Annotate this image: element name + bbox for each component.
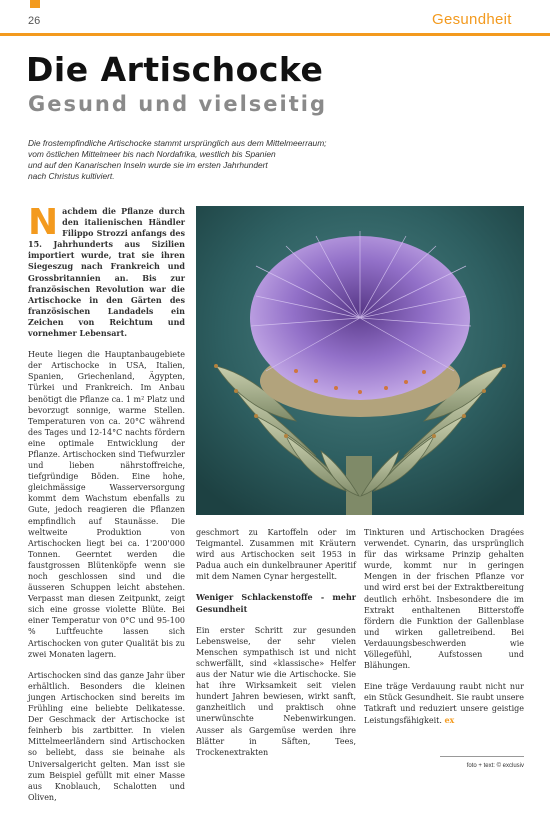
body-paragraph: Ein erster Schritt zur gesunden Lebensweise, der sehr vielen Menschen sympathisch ist und nicht schwerfällt, sind «klassische» Helfer aus der Natur wie die Artischocke. Sie hat ihre Wirksamkeit seit vielen hundert Jahren bewiesen, wirkt sanft, ganzheitlich und praktisch ohne unerwünschte Nebenwirkungen. Ausser als Gargemüse werden ihre Blätter in Säften, Tees, Trockenextrakten bbox=[196, 625, 356, 757]
drop-cap: N bbox=[28, 202, 59, 243]
lead-text: achdem die Pflanze durch den italienischen Händler Filippo Strozzi anfangs des 15. Jahrhunderts aus Sizilien importiert wurde, trat sie ihren Siegeszug nach Frankreich und Grossbritannien an. Bis zur französischen Revolution war die Artischocke in den Gärten des französischen Landadels ein Zeichen von Reichtum und vornehmer Lebensart. bbox=[28, 206, 185, 339]
intro-line: vom östlichen Mittelmeer bis nach Nordafrika, westlich bis Spanien bbox=[28, 149, 276, 159]
intro-line: nach Christus kultiviert. bbox=[28, 171, 115, 181]
header-rule bbox=[0, 33, 550, 36]
end-mark: ex bbox=[444, 714, 455, 725]
body-paragraph: Heute liegen die Hauptanbaugebiete der Artischocke in USA, Italien, Spanien, Griechenland, Ägypten, Türkei und Frankreich. Im Anbau benötigt die Pflanze ca. 1 m² Platz und bevorzugt sonnige, warme Stellen. Temperaturen von ca. 20°C während des Tages und 12-14°C nachts fördern eine optimale Entwicklung der Pflanze. Artischocken sind Tiefwurzler und lieben nährstoffreiche, tiefgründige Böden. Eine hohe, gleichmässige Wasserversorgung kommt dem Wachstum ebenfalls zu Gute, jedoch reagieren die Pflanzen empfindlich auf Staunässe. Die weltweite Produktion von Artischocken liegt bei ca. 1'200'000 Tonnen. Geerntet werden die faustgrossen Blütenköpfe wenn sie noch geschlossen sind und die äusseren Schuppen leicht abstehen. Verpasst man diesen Zeitpunkt, zeigt sich eine grosse violette Blüte. Bei einer Temperatur von 0°C und 95-100 % Luftfeuchte lassen sich Artischocken von guter Qualität bis zu zwei Monaten lagern. bbox=[28, 350, 185, 659]
body-paragraph: geschmort zu Kartoffeln oder im Teigmantel. Zusammen mit Kräutern wird aus Artischocken seit 1953 in Padua auch ein dunkelbrauner Aperitif mit dem Namen Cynar hergestellt. bbox=[196, 528, 356, 582]
closing-text: Eine träge Verdauung raubt nicht nur ein Stück Gesundheit. Sie raubt unsere Tatkraft und reduziert unsere geistige Leistungsfähigkeit. bbox=[364, 682, 524, 725]
body-paragraph: Tinkturen und Artischocken Dragées verwendet. Cynarin, das ursprünglich für das wirksame Prinzip gehalten wurde, kommt nur in geringen Mengen in der frischen Pflanze vor und wird erst bei der Extraktbereitung deutlich erhöht. Insbesondere die im Extrakt enthaltenen Bitterstoffe fördern die Funktion der Gallenblase und wirken galletreibend. Bei Verdauungsbeschwerden wie Völlegefühl, Aufstossen und Blähungen. bbox=[364, 528, 524, 671]
artichoke-illustration bbox=[196, 206, 524, 515]
body-paragraph bbox=[364, 681, 524, 725]
credit-rule bbox=[440, 756, 524, 757]
photo-credit: foto + text: © exclusiv bbox=[466, 763, 524, 769]
section-subhead: Weniger Schlackenstoffe - mehr Gesundheit bbox=[196, 592, 356, 614]
section-label: Gesundheit bbox=[432, 11, 512, 28]
text-column-1 bbox=[28, 202, 185, 813]
corner-accent-mark bbox=[30, 0, 40, 8]
article-title: Die Artischocke bbox=[26, 50, 324, 89]
text-column-3 bbox=[364, 527, 524, 736]
body-paragraph: Artischocken sind das ganze Jahr über erhältlich. Besonders die kleinen jungen Artischocken sind bereits im Frühling eine beliebte Delikatesse. Der Geschmack der Artischocke ist feinherb bis zartbitter. In vielen Mittelmeerländern sind Artischocken so beliebt, dass sie beinahe als Universalgericht gelten. Man isst sie zum Beispiel gefüllt mit einer Masse aus Knoblauch, Schalotten und Oliven, bbox=[28, 670, 185, 802]
text-column-2 bbox=[196, 527, 356, 768]
lead-paragraph bbox=[28, 202, 185, 339]
artichoke-photo bbox=[196, 206, 524, 515]
intro-line: und auf den Kanarischen Inseln wurde sie im ersten Jahrhundert bbox=[28, 160, 268, 170]
page-number: 26 bbox=[28, 15, 41, 27]
article-subtitle: Gesund und vielseitig bbox=[28, 92, 328, 116]
article-intro bbox=[28, 138, 468, 182]
intro-line: Die frostempfindliche Artischocke stammt ursprünglich aus dem Mittelmeerraum; bbox=[28, 138, 327, 148]
